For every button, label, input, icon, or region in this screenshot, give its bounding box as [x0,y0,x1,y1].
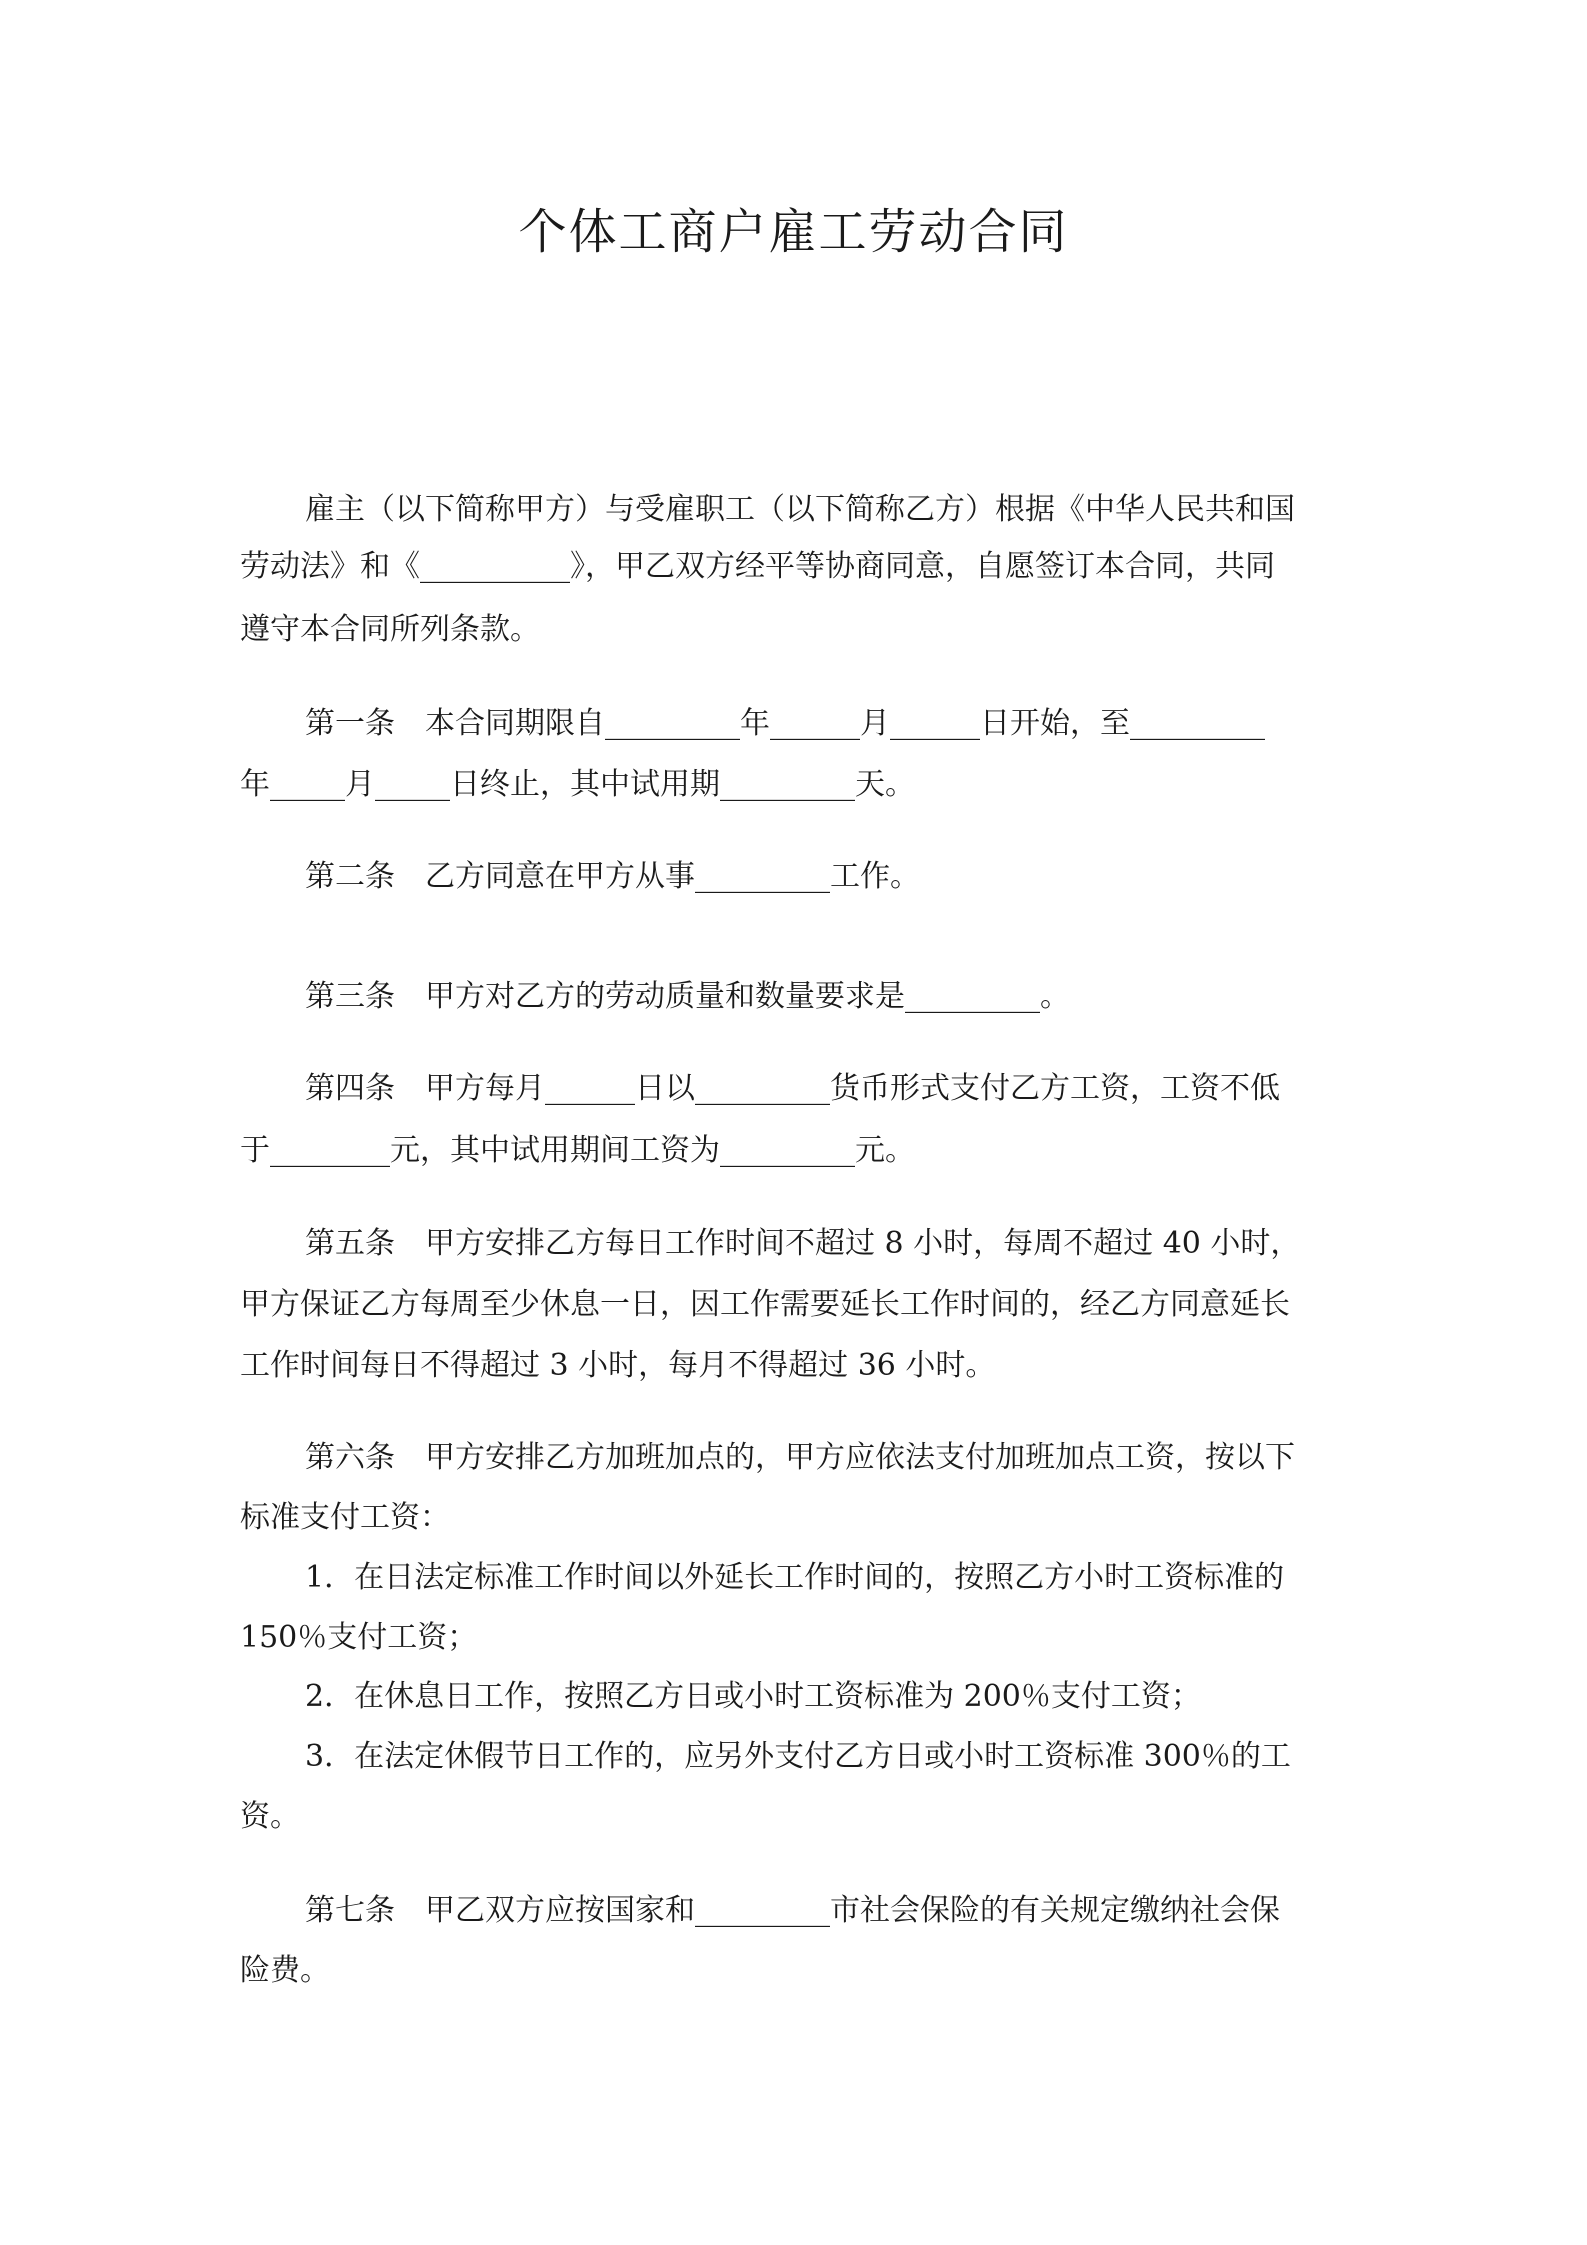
preamble-line-2: 劳动法》和《__________》，甲乙双方经平等协商同意，自愿签订本合同，共同 [240,549,1275,584]
article-4-line-1: 第四条 甲方每月______日以_________货币形式支付乙方工资，工资不低 [305,1071,1280,1106]
article-2-line-1: 第二条 乙方同意在甲方从事_________工作。 [305,859,920,894]
article-6-line-1: 第六条 甲方安排乙方加班加点的，甲方应依法支付加班加点工资，按以下 [305,1440,1295,1475]
article-5-line-1: 第五条 甲方安排乙方每日工作时间不超过 8 小时，每周不超过 40 小时， [305,1226,1301,1261]
article-4-line-2: 于________元，其中试用期间工资为_________元。 [240,1133,915,1168]
article-6-item-3-line-1: 3．在法定休假节日工作的，应另外支付乙方日或小时工资标准 300％的工 [305,1739,1291,1774]
article-5-line-3: 工作时间每日不得超过 3 小时，每月不得超过 36 小时。 [240,1348,996,1383]
article-1-line-1: 第一条 本合同期限自_________年______月______日开始，至_________ [305,706,1265,741]
article-1-line-2: 年_____月_____日终止，其中试用期_________天。 [240,767,915,802]
article-5-line-2: 甲方保证乙方每周至少休息一日，因工作需要延长工作时间的，经乙方同意延长 [240,1287,1290,1322]
article-7-line-1: 第七条 甲乙双方应按国家和_________市社会保险的有关规定缴纳社会保 [305,1893,1280,1928]
preamble-line-1: 雇主（以下简称甲方）与受雇职工（以下简称乙方）根据《中华人民共和国 [305,492,1295,527]
document-title: 个体工商户雇工劳动合同 [518,204,1069,260]
article-6-item-1-line-2: 150％支付工资； [240,1620,478,1655]
preamble-line-3: 遵守本合同所列条款。 [240,612,540,647]
article-3-line-1: 第三条 甲方对乙方的劳动质量和数量要求是_________。 [305,979,1070,1014]
article-6-item-2: 2．在休息日工作，按照乙方日或小时工资标准为 200％支付工资； [305,1679,1201,1714]
article-6-item-1-line-1: 1．在日法定标准工作时间以外延长工作时间的，按照乙方小时工资标准的 [305,1560,1285,1595]
article-7-line-2: 险费。 [240,1953,330,1988]
article-6-line-2: 标准支付工资： [240,1500,450,1535]
article-6-item-3-line-2: 资。 [240,1799,300,1834]
